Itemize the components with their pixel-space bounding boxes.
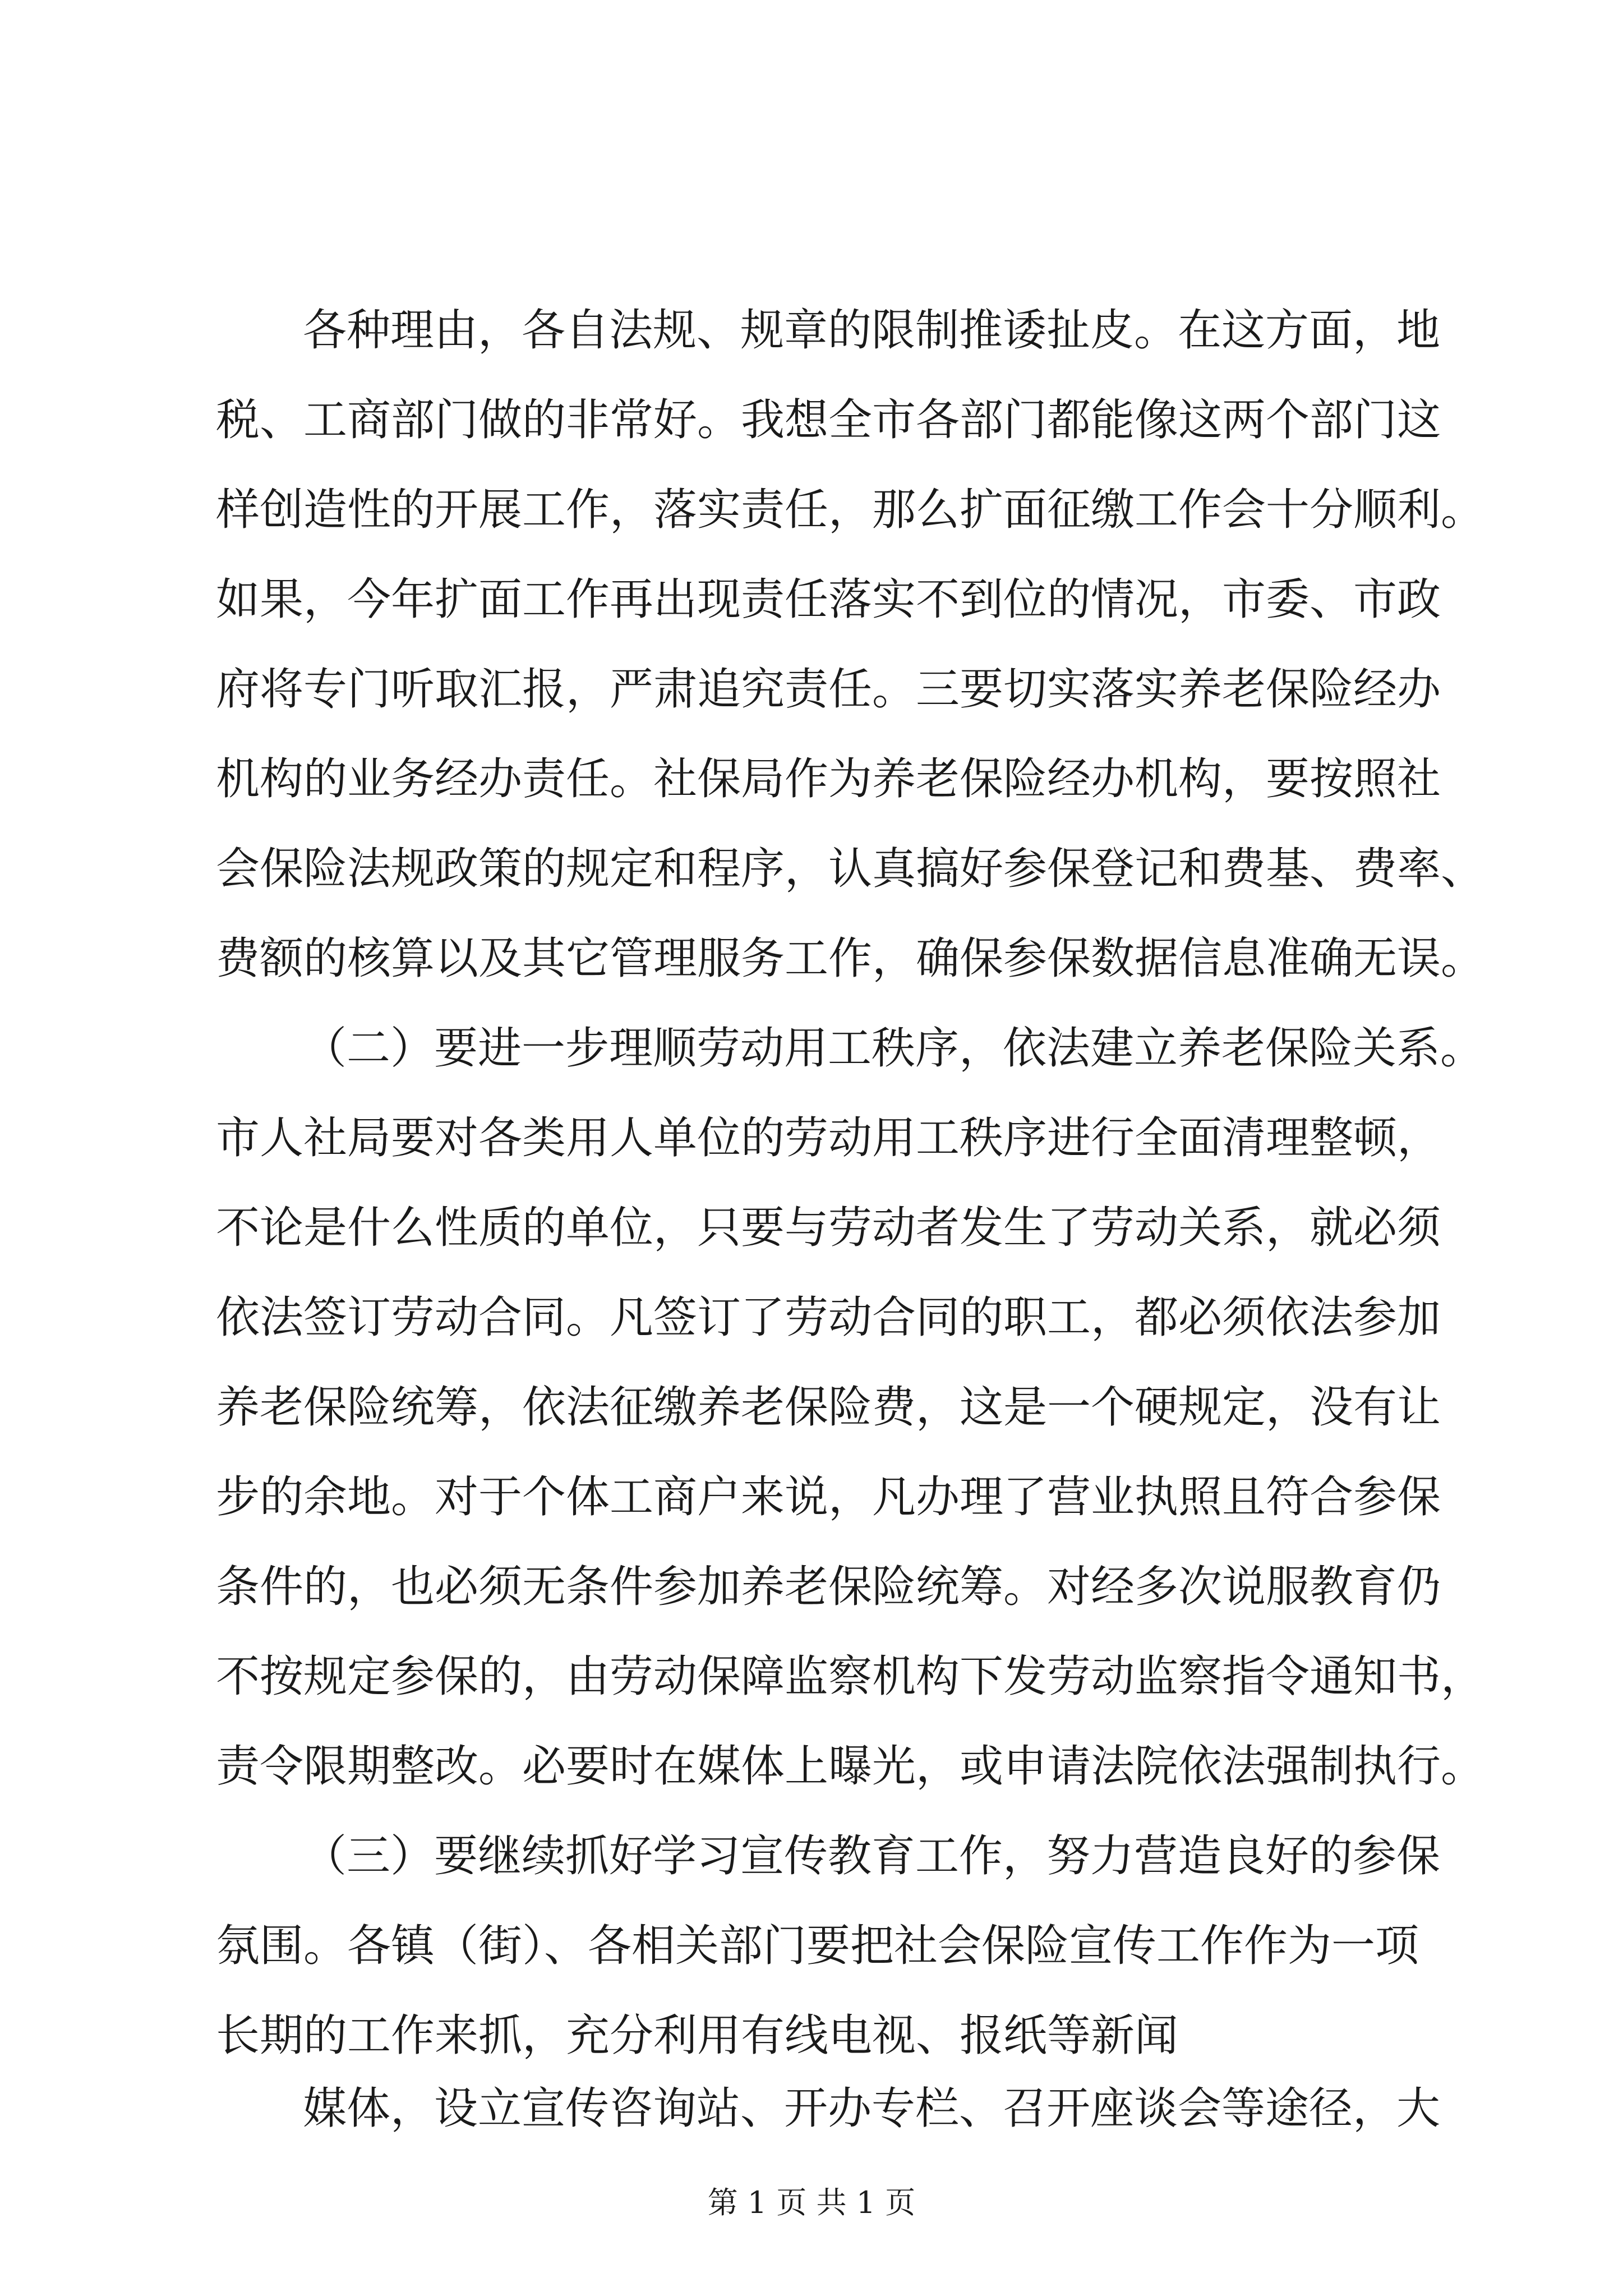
paragraph-line: 不按规定参保的，由劳动保障监察机构下发劳动监察指令通知书， — [216, 1651, 1485, 1702]
paragraph-line: 氛围。各镇（街）、各相关部门要把社会保险宣传工作作为一项 — [216, 1921, 1419, 1971]
paragraph-line: 样创造性的开展工作，落实责任，那么扩面征缴工作会十分顺利。 — [216, 485, 1485, 535]
paragraph-line: 税、工商部门做的非常好。我想全市各部门都能像这两个部门这 — [216, 395, 1441, 445]
paragraph-line: 养老保险统筹，依法征缴养老保险费，这是一个硬规定，没有让 — [216, 1382, 1441, 1433]
paragraph-line: 责令限期整改。必要时在媒体上曝光，或申请法院依法强制执行。 — [216, 1741, 1485, 1792]
paragraph-line: 长期的工作来抓，充分利用有线电视、报纸等新闻 — [216, 2010, 1179, 2061]
paragraph-line: （二）要进一步理顺劳动用工秩序，依法建立养老保险关系。 — [303, 1023, 1484, 1074]
paragraph-line: 如果，今年扩面工作再出现责任落实不到位的情况，市委、市政 — [216, 574, 1441, 625]
paragraph-line: 会保险法规政策的规定和程序，认真搞好参保登记和费基、费率、 — [216, 844, 1485, 894]
paragraph-line: 市人社局要对各类用人单位的劳动用工秩序进行全面清理整顿， — [216, 1113, 1441, 1163]
paragraph-line: 各种理由，各自法规、规章的限制推诿扯皮。在这方面，地 — [303, 305, 1441, 356]
paragraph-line: 依法签订劳动合同。凡签订了劳动合同的职工，都必须依法参加 — [216, 1292, 1441, 1343]
paragraph-line: 条件的，也必须无条件参加养老保险统筹。对经多次说服教育仍 — [216, 1562, 1441, 1612]
paragraph-line: （三）要继续抓好学习宣传教育工作，努力营造良好的参保 — [303, 1831, 1441, 1881]
paragraph-line: 府将专门听取汇报，严肃追究责任。三要切实落实养老保险经办 — [216, 664, 1441, 715]
paragraph-line: 费额的核算以及其它管理服务工作，确保参保数据信息准确无误。 — [216, 933, 1485, 984]
paragraph-line: 媒体，设立宣传咨询站、开办专栏、召开座谈会等途径，大 — [303, 2083, 1441, 2134]
page-number-footer: 第 1 页 共 1 页 — [707, 2185, 916, 2220]
paragraph-line: 机构的业务经办责任。社保局作为养老保险经办机构，要按照社 — [216, 754, 1441, 804]
paragraph-line: 不论是什么性质的单位，只要与劳动者发生了劳动关系，就必须 — [216, 1203, 1441, 1253]
paragraph-line: 步的余地。对于个体工商户来说，凡办理了营业执照且符合参保 — [216, 1472, 1441, 1522]
